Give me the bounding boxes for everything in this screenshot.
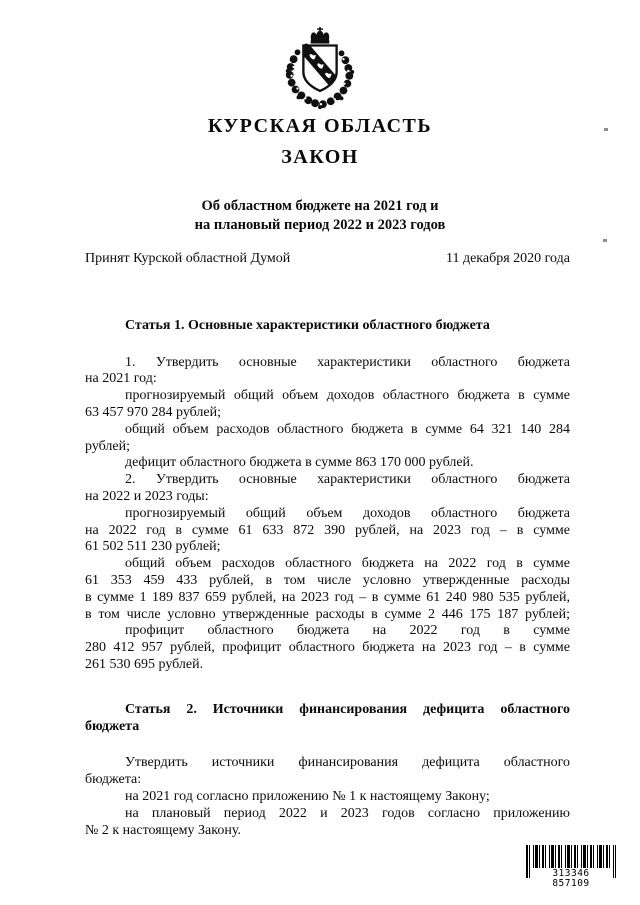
scan-artifact <box>603 239 607 242</box>
text-line: 63 457 970 284 рублей; <box>85 404 221 420</box>
barcode <box>526 845 616 889</box>
text-line: дефицит областного бюджета в сумме 863 170 000 рублей. <box>125 455 474 471</box>
text-line: на плановый период 2022 и 2023 годов согласно приложению <box>125 805 570 821</box>
text-line: профицит областного бюджета на 2022 год в сумме <box>125 623 570 639</box>
text-line: общий объем расходов областного бюджета в сумме 64 321 140 284 <box>125 421 570 437</box>
text-line: Утвердить источники финансирования дефицита областного <box>125 755 570 771</box>
text-line: № 2 к настоящему Закону. <box>85 822 241 838</box>
text-line: 2. Утвердить основные характеристики областного бюджета <box>125 472 570 488</box>
article-2-heading-line-2: бюджета <box>85 718 140 734</box>
text-line: 261 530 695 рублей. <box>85 656 204 672</box>
text-line: в том числе условно утвержденные расходы в сумме 2 446 175 187 рублей; <box>85 606 570 622</box>
doc-type-title: ЗАКОН <box>281 146 359 168</box>
adoption-date: 11 декабря 2020 года <box>445 251 570 266</box>
text-line: 1. Утвердить основные характеристики областного бюджета <box>125 354 570 370</box>
text-line: бюджета: <box>85 772 142 788</box>
subtitle-line-1: Об областном бюджете на 2021 год и <box>201 198 439 214</box>
subtitle-line-2: на плановый период 2022 и 2023 годов <box>194 217 446 233</box>
text-line: 61 502 511 230 рублей; <box>85 539 221 555</box>
scan-artifact <box>604 128 608 131</box>
text-line: в сумме 1 189 837 659 рублей, на 2023 год – в сумме 61 240 980 535 рублей, <box>85 589 570 605</box>
article-2-heading <box>85 702 570 736</box>
text-line: 280 412 957 рублей, профицит областного бюджета на 2023 год – в сумме <box>85 640 570 656</box>
text-line: прогнозируемый общий объем доходов областного бюджета <box>125 505 570 521</box>
barcode-digits: 313346 857109 <box>531 868 611 889</box>
text-line: на 2021 год: <box>85 371 157 387</box>
text-line: рублей; <box>85 438 130 454</box>
article-2-heading-line-1: Статья 2. Источники финансирования дефицита областного <box>125 701 570 717</box>
adoption-row <box>85 251 570 268</box>
kursk-coat-of-arms-graphic <box>276 26 364 110</box>
adopted-by-text: Принят Курской областной Думой <box>85 251 291 266</box>
text-line: на 2022 и 2023 годы: <box>85 488 209 504</box>
text-line: на 2021 год согласно приложению № 1 к настоящему Закону; <box>125 788 490 804</box>
crown <box>311 27 330 44</box>
text-line: 61 353 459 433 рублей, в том числе условно утвержденные расходы <box>85 572 570 588</box>
region-title: КУРСКАЯ ОБЛАСТЬ <box>207 115 433 137</box>
document-subtitle <box>0 197 640 235</box>
article-1-heading: Статья 1. Основные характеристики областного бюджета <box>125 317 490 333</box>
article-2-text <box>85 755 570 839</box>
text-line: на 2022 год в сумме 61 633 872 390 рублей, на 2023 год – в сумме <box>85 522 570 538</box>
article-1-text <box>85 355 570 674</box>
coat-of-arms <box>0 0 640 110</box>
text-line: общий объем расходов областного бюджета на 2022 год в сумме <box>125 556 570 572</box>
text-line: прогнозируемый общий объем доходов областного бюджета в сумме <box>125 388 570 404</box>
document-body <box>0 251 640 839</box>
